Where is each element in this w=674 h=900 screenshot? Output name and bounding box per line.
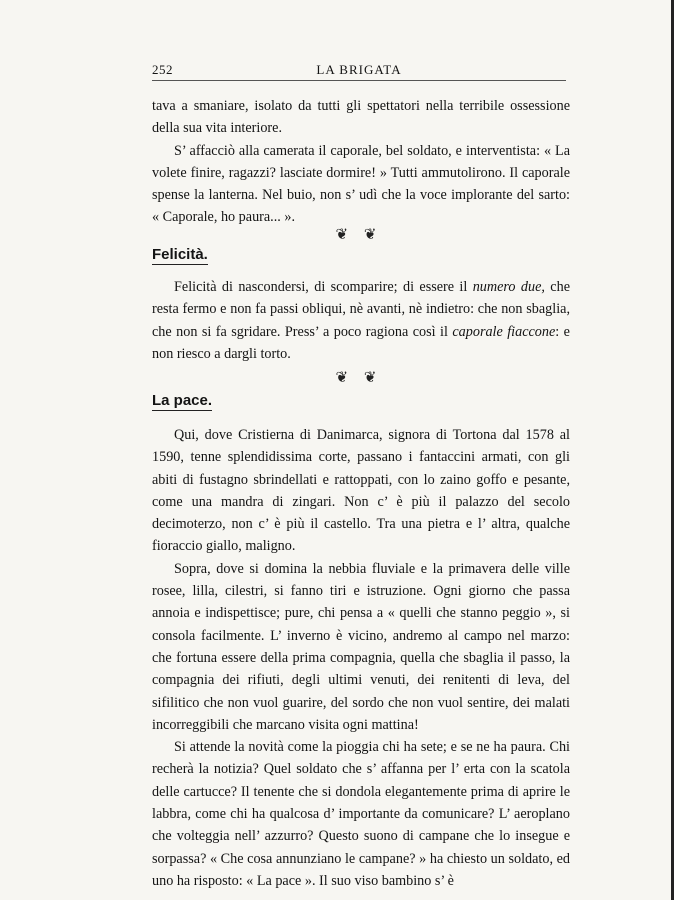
section-ornament: ❦ ❦	[335, 227, 383, 243]
section-felicita-text	[152, 276, 570, 365]
section-ornament: ❦ ❦	[335, 370, 383, 386]
italic-run: caporale fiaccone	[452, 323, 556, 340]
page-header	[152, 62, 566, 80]
running-title: LA BRIGATA	[316, 62, 402, 77]
text-run: che resta fermo e non fa passi obliqui, nè avanti, nè indietro: che non sbaglia, che non si fa sgridare. Press’ a poco ragiona così il	[152, 279, 570, 340]
italic-run: numero due,	[472, 279, 545, 295]
paragraph: Sopra, dove si domina la nebbia fluviale e la primavera delle ville rosee, lilla, cilestri, si fanno tiri e istruzione. Ogni giorno che passa annoia e indispettisce; pure, chi pensa a « quelli che stanno peggio », si consola facilmente. L’ inverno è vicino, andremo al campo nel marzo: che fortuna essere della prima compagnia, quella che sbaglia il passo, la compagnia dei rifiuti, degli ultimi venuti, dei renitenti di leva, del sifilitico che non vuol guarire, del sordo che non vuol sentire, dei malati incorreggibili che marcano visita ogni mattina!	[152, 560, 570, 733]
paragraph: tava a smaniare, isolato da tutti gli spettatori nella terribile ossessione della sua vita interiore.	[152, 98, 570, 137]
text-run: : e non riesco a dargli torto.	[152, 323, 570, 362]
section-heading-felicita: Felicità.	[152, 246, 208, 263]
paragraph: Si attende la novità come la pioggia chi ha sete; e se ne ha paura. Chi recherà la notizia? Quel soldato che s’ affanna per l’ erta con la scatola delle cartucce? Il tenente che si dondola elegantemente prima di aprire le labbra, come chi ha qualcosa d’ importante da comunicare? L’ aeroplano che volteggia nell’ azzurro? Questo suono di campane che lo insegue e sorpassa? « Che cosa annunziano le campane? » ha chiesto un soldato, ed uno ha risposto: « La pace ». Il suo viso bambino s’ è	[152, 739, 570, 889]
section-la-pace-text	[152, 424, 570, 892]
paragraph: S’ affacciò alla camerata il caporale, bel soldato, e interventista: « La volete finire, ragazzi? lasciate dormire! » Tutti ammutolirono. Il caporale spense la lanterna. Nel buio, non s’ udì che la voce implorante del sarto: « Caporale, ho paura... ».	[152, 142, 570, 226]
header-rule	[152, 80, 566, 81]
paragraph	[152, 276, 570, 365]
page-number: 252	[152, 62, 173, 77]
paragraph: Qui, dove Cristierna di Danimarca, signora di Tortona dal 1578 al 1590, tenne splendidissima corte, passano i fantaccini armati, con gli abiti di fustagno sbrindellati e rattoppati, con lo zaino goffo e pesante, come una mandra di zingari. Non c’ è più il palazzo del secolo decimoterzo, non c’ è più il castello. Tra una pietra e l’ altra, qualche fioraccio giallo, maligno.	[152, 427, 570, 555]
section-heading-la-pace: La pace.	[152, 392, 213, 409]
section-continued-text	[152, 95, 570, 229]
text-run: Felicità di nascondersi, di scomparire; di essere il	[174, 279, 473, 295]
